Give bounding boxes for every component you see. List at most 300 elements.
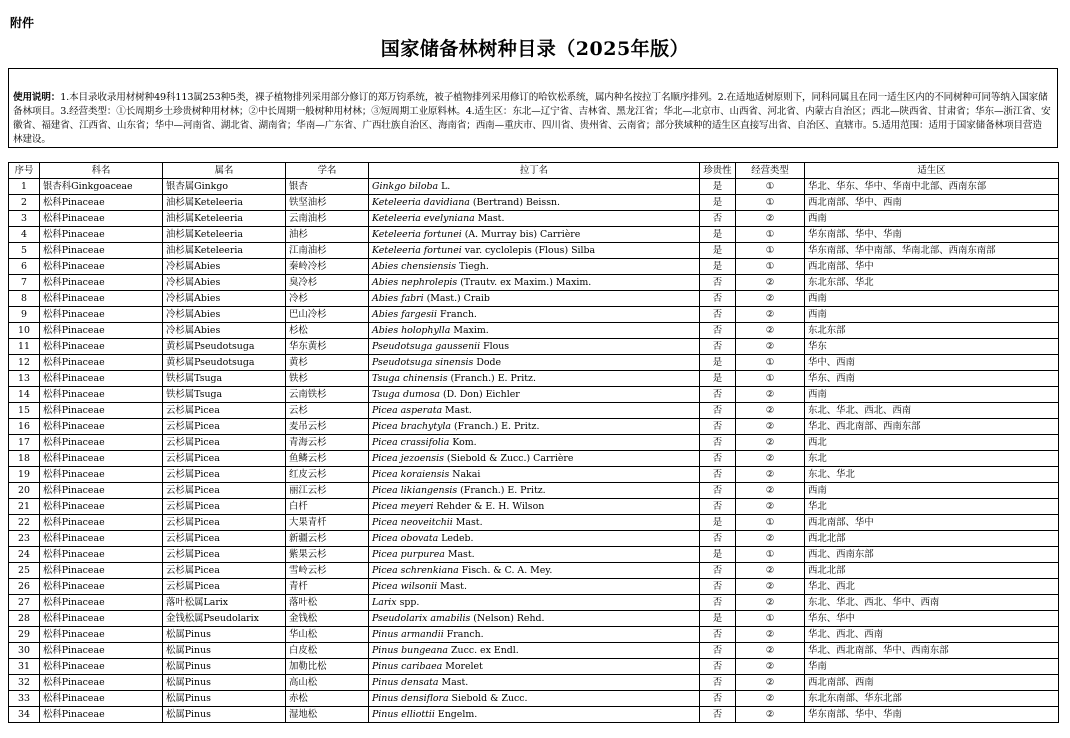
latin-binomial: Abies fabri [372, 292, 424, 304]
latin-author: (Nelson) Rehd. [473, 612, 545, 624]
table-row [9, 499, 1059, 515]
header-precious: 珍贵性 [700, 163, 736, 179]
cell-name: 加勒比松 [286, 659, 369, 675]
table-row [9, 563, 1059, 579]
table-row [9, 611, 1059, 627]
latin-author: Mast. [441, 676, 469, 688]
cell-precious: 是 [700, 259, 736, 275]
cell-type: ② [736, 691, 805, 707]
cell-type: ② [736, 467, 805, 483]
cell-no: 15 [9, 403, 40, 419]
cell-no: 16 [9, 419, 40, 435]
latin-author: Mast. [455, 516, 483, 528]
cell-genus: 松属Pinus [163, 643, 286, 659]
table-row [9, 627, 1059, 643]
latin-author: spp. [399, 596, 420, 608]
cell-genus: 冷杉属Abies [163, 307, 286, 323]
cell-type: ② [736, 419, 805, 435]
species-table [8, 162, 1059, 723]
cell-genus: 云杉属Picea [163, 451, 286, 467]
cell-latin [369, 195, 700, 211]
cell-precious: 否 [700, 387, 736, 403]
cell-precious: 是 [700, 515, 736, 531]
cell-type: ① [736, 547, 805, 563]
cell-region: 华南 [805, 659, 1059, 675]
cell-region: 西北北部 [805, 563, 1059, 579]
cell-precious: 否 [700, 627, 736, 643]
cell-no: 8 [9, 291, 40, 307]
cell-family: 松科Pinaceae [40, 595, 163, 611]
latin-binomial: Keteleeria fortunei [372, 244, 462, 256]
cell-name: 臭冷杉 [286, 275, 369, 291]
cell-name: 云杉 [286, 403, 369, 419]
cell-latin [369, 595, 700, 611]
table-row [9, 515, 1059, 531]
cell-genus: 云杉属Picea [163, 435, 286, 451]
cell-region: 华东南部、华中、华南 [805, 227, 1059, 243]
cell-family: 松科Pinaceae [40, 211, 163, 227]
cell-type: ② [736, 275, 805, 291]
cell-region: 东北东部、华北 [805, 275, 1059, 291]
cell-precious: 否 [700, 467, 736, 483]
cell-family: 松科Pinaceae [40, 707, 163, 723]
cell-latin [369, 419, 700, 435]
table-row [9, 643, 1059, 659]
cell-name: 铁坚油杉 [286, 195, 369, 211]
cell-no: 2 [9, 195, 40, 211]
cell-genus: 冷杉属Abies [163, 275, 286, 291]
cell-no: 28 [9, 611, 40, 627]
cell-region: 华北 [805, 499, 1059, 515]
table-row [9, 211, 1059, 227]
cell-genus: 落叶松属Larix [163, 595, 286, 611]
cell-precious: 否 [700, 691, 736, 707]
cell-latin [369, 691, 700, 707]
latin-binomial: Tsuga chinensis [372, 372, 448, 384]
table-row [9, 179, 1059, 195]
cell-no: 7 [9, 275, 40, 291]
cell-type: ② [736, 707, 805, 723]
cell-precious: 是 [700, 355, 736, 371]
cell-family: 松科Pinaceae [40, 291, 163, 307]
cell-type: ② [736, 579, 805, 595]
cell-region: 西南 [805, 483, 1059, 499]
latin-author: Engelm. [437, 708, 478, 720]
latin-binomial: Ginkgo biloba [372, 180, 439, 192]
latin-binomial: Picea jezoensis [372, 452, 444, 464]
cell-genus: 冷杉属Abies [163, 291, 286, 307]
cell-latin [369, 499, 700, 515]
cell-precious: 否 [700, 499, 736, 515]
cell-precious: 否 [700, 419, 736, 435]
cell-genus: 油杉属Keteleeria [163, 227, 286, 243]
latin-author: (Bertrand) Beissn. [472, 196, 561, 208]
table-row [9, 467, 1059, 483]
cell-family: 松科Pinaceae [40, 435, 163, 451]
cell-no: 21 [9, 499, 40, 515]
latin-binomial: Keteleeria davidiana [372, 196, 470, 208]
cell-precious: 否 [700, 675, 736, 691]
table-row [9, 355, 1059, 371]
cell-type: ② [736, 659, 805, 675]
cell-genus: 云杉属Picea [163, 563, 286, 579]
table-row [9, 291, 1059, 307]
latin-binomial: Picea neoveitchii [372, 516, 453, 528]
cell-latin [369, 627, 700, 643]
cell-region: 华东、西南 [805, 371, 1059, 387]
table-row [9, 483, 1059, 499]
cell-latin [369, 579, 700, 595]
cell-latin [369, 355, 700, 371]
cell-precious: 否 [700, 579, 736, 595]
header-type: 经营类型 [736, 163, 805, 179]
table-row [9, 579, 1059, 595]
cell-genus: 铁杉属Tsuga [163, 387, 286, 403]
cell-no: 33 [9, 691, 40, 707]
cell-family: 松科Pinaceae [40, 387, 163, 403]
cell-latin [369, 307, 700, 323]
cell-precious: 否 [700, 403, 736, 419]
cell-name: 白杄 [286, 499, 369, 515]
cell-region: 西北南部、华中 [805, 259, 1059, 275]
cell-name: 紫果云杉 [286, 547, 369, 563]
cell-name: 湿地松 [286, 707, 369, 723]
table-row [9, 387, 1059, 403]
cell-genus: 黄杉属Pseudotsuga [163, 339, 286, 355]
cell-family: 松科Pinaceae [40, 643, 163, 659]
cell-no: 30 [9, 643, 40, 659]
latin-binomial: Abies nephrolepis [372, 276, 458, 288]
latin-binomial: Picea brachytyla [372, 420, 451, 432]
cell-latin [369, 323, 700, 339]
cell-family: 松科Pinaceae [40, 339, 163, 355]
cell-genus: 云杉属Picea [163, 547, 286, 563]
cell-genus: 云杉属Picea [163, 515, 286, 531]
cell-family: 松科Pinaceae [40, 323, 163, 339]
cell-region: 东北、华北、西北、华中、西南 [805, 595, 1059, 611]
cell-region: 西北 [805, 435, 1059, 451]
usage-notes-text: 1.本目录收录用材树种49科113属253种5类，裸子植物排列采用部分修订的郑万钧系统，被子植物排列采用修订的哈钦松系统，属内种名按拉丁名顺序排列。2.在适地适树原则下，同科同属且在同一适生区内的不同树种可同等纳入国家储备林项目。3.经营类型：①长周期乡土珍贵树种用材林；②中长周期一般树种用材林；③短周期工业原料林。4.适生区：东北—辽宁省、吉林省、黑龙江省；华北—北京市、山西省、河北省、内蒙古自治区；西北—陕西省、甘肃省；华东—浙江省、安徽省、福建省、江西省、山东省；华中—河南省、湖北省、湖南省；华南—广东省、广西壮族自治区、海南省；西南—重庆市、四川省、贵州省、云南省；部分狭域种的适生区直接写出省、自治区、直辖市。5.适用范围：适用于国家储备林项目营造林建设。 [13, 92, 1051, 145]
cell-no: 29 [9, 627, 40, 643]
latin-author: Mast. [447, 548, 475, 560]
cell-name: 赤松 [286, 691, 369, 707]
cell-latin [369, 211, 700, 227]
cell-type: ② [736, 531, 805, 547]
cell-no: 32 [9, 675, 40, 691]
cell-precious: 否 [700, 275, 736, 291]
cell-genus: 云杉属Picea [163, 403, 286, 419]
cell-type: ② [736, 291, 805, 307]
cell-genus: 铁杉属Tsuga [163, 371, 286, 387]
header-name: 学名 [286, 163, 369, 179]
cell-name: 铁杉 [286, 371, 369, 387]
latin-author: Mast. [445, 404, 472, 416]
latin-author: Mast. [477, 212, 505, 224]
latin-author: (Mast.) Craib [426, 292, 490, 304]
latin-binomial: Pinus densata [372, 676, 439, 688]
usage-notes-lead: 使用说明： [13, 92, 61, 103]
table-row [9, 195, 1059, 211]
cell-name: 杉松 [286, 323, 369, 339]
latin-author: Rehder & E. H. Wilson [436, 500, 545, 512]
cell-name: 银杏 [286, 179, 369, 195]
cell-family: 松科Pinaceae [40, 419, 163, 435]
cell-type: ① [736, 195, 805, 211]
cell-region: 华东、华中 [805, 611, 1059, 627]
cell-region: 东北、华北 [805, 467, 1059, 483]
cell-family: 松科Pinaceae [40, 611, 163, 627]
cell-precious: 否 [700, 483, 736, 499]
attachment-label: 附件 [10, 16, 35, 30]
latin-binomial: Picea crassifolia [372, 436, 450, 448]
cell-type: ① [736, 515, 805, 531]
latin-binomial: Keteleeria fortunei [372, 228, 462, 240]
cell-name: 红皮云杉 [286, 467, 369, 483]
cell-genus: 黄杉属Pseudotsuga [163, 355, 286, 371]
cell-region: 西南 [805, 387, 1059, 403]
cell-family: 松科Pinaceae [40, 515, 163, 531]
latin-binomial: Picea asperata [372, 404, 443, 416]
cell-type: ② [736, 563, 805, 579]
cell-family: 松科Pinaceae [40, 499, 163, 515]
cell-region: 西南 [805, 307, 1059, 323]
table-row [9, 371, 1059, 387]
cell-region: 西北南部、华中、西南 [805, 195, 1059, 211]
cell-latin [369, 371, 700, 387]
table-row [9, 451, 1059, 467]
latin-binomial: Tsuga dumosa [372, 388, 440, 400]
cell-genus: 松属Pinus [163, 707, 286, 723]
table-row [9, 691, 1059, 707]
cell-genus: 油杉属Keteleeria [163, 243, 286, 259]
latin-binomial: Picea obovata [372, 532, 439, 544]
cell-name: 金钱松 [286, 611, 369, 627]
cell-no: 26 [9, 579, 40, 595]
latin-author: Tiegh. [458, 260, 489, 272]
cell-family: 松科Pinaceae [40, 259, 163, 275]
latin-binomial: Picea wilsonii [372, 580, 438, 592]
cell-no: 5 [9, 243, 40, 259]
cell-region: 华北、西北、西南 [805, 627, 1059, 643]
usage-notes [8, 68, 1058, 148]
cell-family: 松科Pinaceae [40, 547, 163, 563]
header-no: 序号 [9, 163, 40, 179]
table-row [9, 595, 1059, 611]
cell-family: 松科Pinaceae [40, 467, 163, 483]
latin-author: (D. Don) Eichler [442, 388, 520, 400]
cell-precious: 否 [700, 707, 736, 723]
cell-no: 12 [9, 355, 40, 371]
latin-author: (Franch.) E. Pritz. [460, 484, 546, 496]
cell-genus: 云杉属Picea [163, 499, 286, 515]
table-row [9, 275, 1059, 291]
latin-author: (Franch.) E. Pritz. [450, 372, 536, 384]
cell-family: 松科Pinaceae [40, 195, 163, 211]
cell-precious: 否 [700, 659, 736, 675]
cell-name: 白皮松 [286, 643, 369, 659]
cell-no: 9 [9, 307, 40, 323]
latin-binomial: Pinus elliottii [372, 708, 435, 720]
cell-precious: 否 [700, 643, 736, 659]
cell-name: 华东黄杉 [286, 339, 369, 355]
cell-precious: 是 [700, 371, 736, 387]
cell-no: 11 [9, 339, 40, 355]
table-row [9, 707, 1059, 723]
cell-precious: 否 [700, 563, 736, 579]
cell-genus: 松属Pinus [163, 627, 286, 643]
cell-region: 华中、西南 [805, 355, 1059, 371]
latin-author: (A. Murray bis) Carrière [464, 228, 581, 240]
cell-region: 西南 [805, 291, 1059, 307]
cell-latin [369, 179, 700, 195]
cell-precious: 否 [700, 307, 736, 323]
cell-genus: 松属Pinus [163, 675, 286, 691]
cell-precious: 否 [700, 531, 736, 547]
cell-family: 松科Pinaceae [40, 451, 163, 467]
cell-precious: 否 [700, 323, 736, 339]
latin-author: Morelet [445, 660, 483, 672]
cell-name: 油杉 [286, 227, 369, 243]
cell-type: ② [736, 307, 805, 323]
cell-precious: 否 [700, 291, 736, 307]
latin-author: Franch. [440, 308, 477, 320]
latin-binomial: Pinus densiflora [372, 692, 449, 704]
cell-no: 1 [9, 179, 40, 195]
cell-precious: 是 [700, 195, 736, 211]
cell-no: 4 [9, 227, 40, 243]
cell-latin [369, 659, 700, 675]
cell-latin [369, 467, 700, 483]
cell-family: 松科Pinaceae [40, 307, 163, 323]
cell-genus: 冷杉属Abies [163, 259, 286, 275]
cell-no: 34 [9, 707, 40, 723]
cell-name: 云南油杉 [286, 211, 369, 227]
cell-type: ② [736, 643, 805, 659]
cell-no: 19 [9, 467, 40, 483]
cell-region: 西北、西南东部 [805, 547, 1059, 563]
latin-binomial: Picea purpurea [372, 548, 445, 560]
cell-name: 高山松 [286, 675, 369, 691]
table-row [9, 419, 1059, 435]
latin-binomial: Pinus armandii [372, 628, 444, 640]
cell-region: 西北南部、华中 [805, 515, 1059, 531]
cell-latin [369, 563, 700, 579]
cell-type: ① [736, 371, 805, 387]
cell-latin [369, 675, 700, 691]
cell-latin [369, 243, 700, 259]
cell-genus: 松属Pinus [163, 691, 286, 707]
table-row [9, 259, 1059, 275]
cell-latin [369, 611, 700, 627]
latin-binomial: Abies chensiensis [372, 260, 456, 272]
latin-author: var. cyclolepis (Flous) Silba [464, 244, 596, 256]
document-title: 国家储备林树种目录（2025年版） [380, 38, 690, 60]
cell-family: 松科Pinaceae [40, 579, 163, 595]
cell-latin [369, 403, 700, 419]
cell-region: 西北北部 [805, 531, 1059, 547]
cell-latin [369, 259, 700, 275]
cell-type: ① [736, 227, 805, 243]
cell-genus: 金钱松属Pseudolarix [163, 611, 286, 627]
latin-author: L. [441, 180, 451, 192]
cell-region: 西南 [805, 211, 1059, 227]
table-row [9, 659, 1059, 675]
cell-type: ① [736, 355, 805, 371]
cell-precious: 是 [700, 611, 736, 627]
cell-no: 20 [9, 483, 40, 499]
cell-name: 鱼鳞云杉 [286, 451, 369, 467]
cell-family: 松科Pinaceae [40, 371, 163, 387]
cell-type: ② [736, 595, 805, 611]
cell-name: 华山松 [286, 627, 369, 643]
cell-latin [369, 483, 700, 499]
cell-family: 松科Pinaceae [40, 243, 163, 259]
cell-latin [369, 387, 700, 403]
latin-author: Flous [483, 340, 510, 352]
cell-precious: 否 [700, 451, 736, 467]
table-row [9, 323, 1059, 339]
cell-region: 西北南部、西南 [805, 675, 1059, 691]
cell-no: 10 [9, 323, 40, 339]
latin-binomial: Abies holophylla [372, 324, 451, 336]
table-row [9, 531, 1059, 547]
cell-precious: 是 [700, 179, 736, 195]
cell-no: 3 [9, 211, 40, 227]
cell-name: 丽江云杉 [286, 483, 369, 499]
cell-region: 华北、华东、华中、华南中北部、西南东部 [805, 179, 1059, 195]
cell-precious: 否 [700, 435, 736, 451]
cell-family: 松科Pinaceae [40, 403, 163, 419]
cell-latin [369, 515, 700, 531]
cell-family: 松科Pinaceae [40, 563, 163, 579]
table-header-row [9, 163, 1059, 179]
cell-latin [369, 547, 700, 563]
header-latin: 拉丁名 [369, 163, 700, 179]
cell-region: 东北、华北、西北、西南 [805, 403, 1059, 419]
table-row [9, 547, 1059, 563]
cell-name: 秦岭冷杉 [286, 259, 369, 275]
latin-binomial: Picea koraiensis [372, 468, 450, 480]
cell-name: 巴山冷杉 [286, 307, 369, 323]
cell-latin [369, 339, 700, 355]
cell-no: 6 [9, 259, 40, 275]
cell-precious: 否 [700, 339, 736, 355]
latin-binomial: Keteleeria evelyniana [372, 212, 475, 224]
cell-latin [369, 451, 700, 467]
cell-region: 华东南部、华中、华南 [805, 707, 1059, 723]
cell-no: 22 [9, 515, 40, 531]
cell-family: 松科Pinaceae [40, 227, 163, 243]
latin-binomial: Pseudolarix amabilis [372, 612, 471, 624]
cell-type: ① [736, 259, 805, 275]
latin-binomial: Picea schrenkiana [372, 564, 459, 576]
cell-latin [369, 531, 700, 547]
cell-type: ② [736, 387, 805, 403]
cell-region: 华北、西北 [805, 579, 1059, 595]
cell-family: 松科Pinaceae [40, 275, 163, 291]
cell-latin [369, 707, 700, 723]
cell-family: 松科Pinaceae [40, 675, 163, 691]
cell-family: 松科Pinaceae [40, 627, 163, 643]
latin-author: (Siebold & Zucc.) Carrière [446, 452, 574, 464]
table-row [9, 243, 1059, 259]
cell-genus: 松属Pinus [163, 659, 286, 675]
cell-type: ② [736, 323, 805, 339]
latin-author: (Franch.) E. Pritz. [453, 420, 540, 432]
cell-no: 24 [9, 547, 40, 563]
cell-no: 27 [9, 595, 40, 611]
cell-family: 松科Pinaceae [40, 691, 163, 707]
